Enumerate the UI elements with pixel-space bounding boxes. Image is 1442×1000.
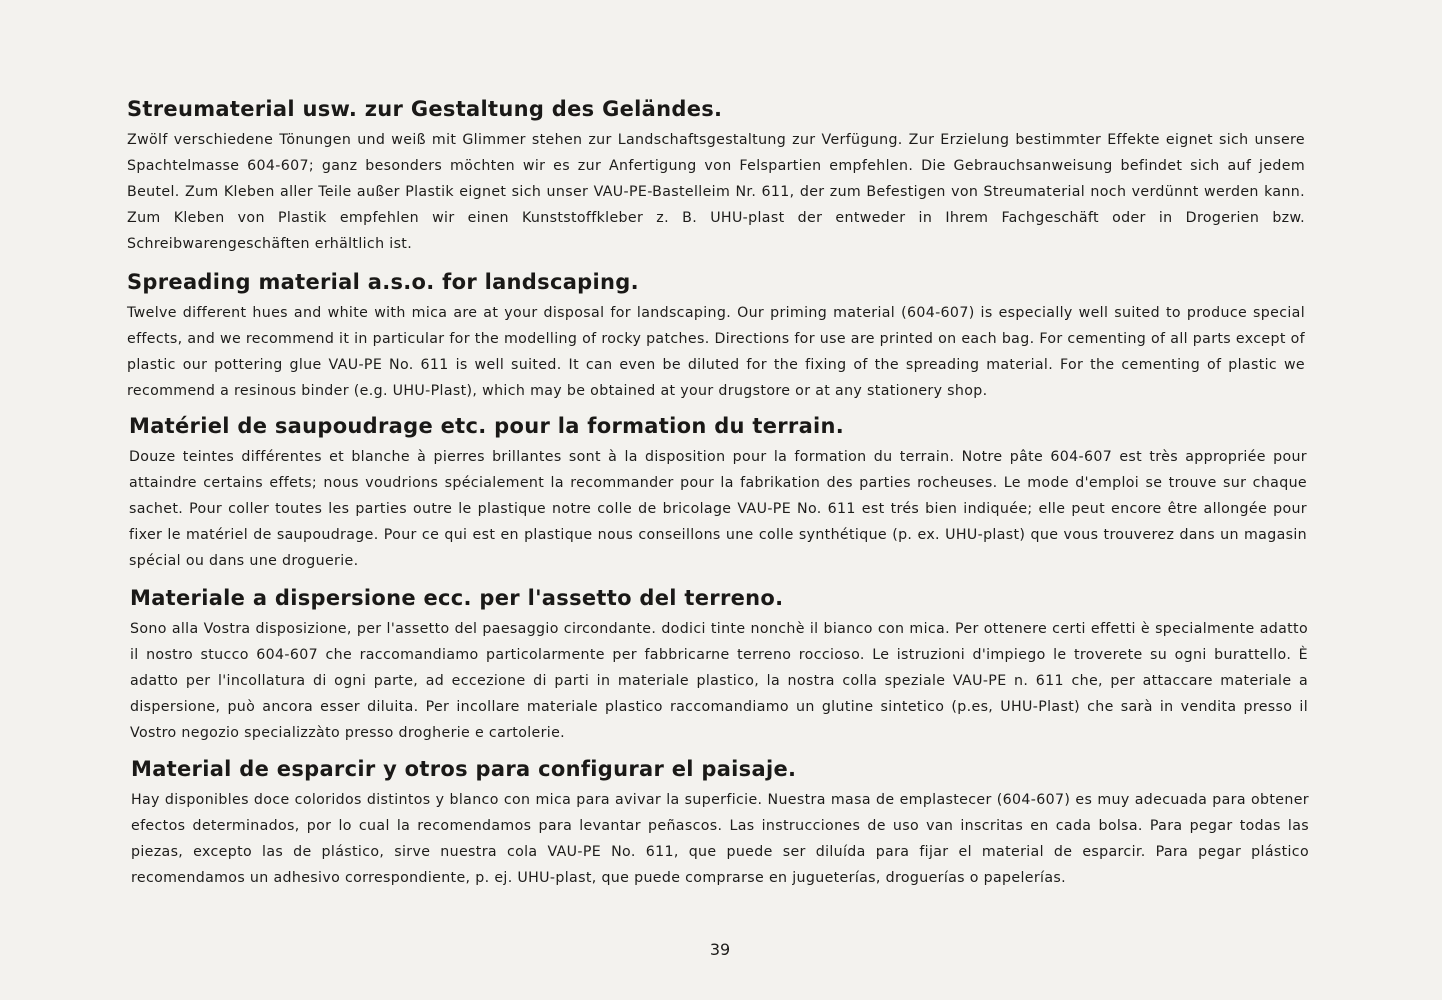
section-german [127,95,1305,257]
section-body-spanish: Hay disponibles doce coloridos distintos y blanco con mica para avivar la superficie. Nuestra masa de emplastecer (604-607) es muy adecuada para obtener efectos determinados, por lo cual la recomendamos para levantar peñascos. Las instrucciones de uso van inscritas en cada bolsa. Para pegar todas las piezas, excepto las de plástico, sirve nuestra cola VAU-PE No. 611, que puede ser diluída para fijar el material de esparcir. Para pegar plástico recomendamos un adhesivo correspondiente, p. ej. UHU-plast, que puede comprarse en jugueterías, droguerías o papelerías. [131,792,1309,886]
section-heading-german: Streumaterial usw. zur Gestaltung des Geländes. [127,97,723,121]
section-heading-spanish: Material de esparcir y otros para configurar el paisaje. [131,757,797,781]
section-body-french: Douze teintes différentes et blanche à pierres brillantes sont à la disposition pour la formation du terrain. Notre pâte 604-607 est très appropriée pour attaindre certains effets; nous voudrions spécialement la recommander pour la fabrikation des parties rocheuses. Le mode d'emploi se trouve sur chaque sachet. Pour coller toutes les parties outre le plastique notre colle de bricolage VAU-PE No. 611 est trés bien indiquée; elle peut encore être allongée pour fixer le matériel de saupoudrage. Pour ce qui est en plastique nous conseillons une colle synthétique (p. ex. UHU-plast) que vous trouverez dans un magasin spécial ou dans une droguerie. [129,449,1307,569]
section-body-german: Zwölf verschiedene Tönungen und weiß mit Glimmer stehen zur Landschaftsgestaltung zur Verfügung. Zur Erzielung bestimmter Effekte eignet sich unsere Spachtelmasse 604-607; ganz besonders möchten wir es zur Anfertigung von Felspartien empfehlen. Die Gebrauchsanweisung befindet sich auf jedem Beutel. Zum Kleben aller Teile außer Plastik eignet sich unser VAU-PE-Bastelleim Nr. 611, der zum Befestigen von Streumaterial noch verdünnt werden kann. Zum Kleben von Plastik empfehlen wir einen Kunststoffkleber z. B. UHU-plast der entweder in Ihrem Fachgeschäft oder in Drogerien bzw. Schreibwarengeschäften erhältlich ist. [127,132,1305,252]
section-spanish [131,755,1309,891]
section-heading-french: Matériel de saupoudrage etc. pour la formation du terrain. [129,414,845,438]
section-french [129,412,1307,574]
section-body-italian: Sono alla Vostra disposizione, per l'assetto del paesaggio circondante. dodici tinte nonchè il bianco con mica. Per ottenere certi effetti è specialmente adatto il nostro stucco 604-607 che raccomandiamo particolarmente per fabbricarne terreno roccioso. Le istruzioni d'impiego le troverete su ogni burattello. È adatto per l'incollatura di ogni parte, ad eccezione di parti in materiale plastico, la nostra colla speziale VAU-PE n. 611 che, per attaccare materiale a dispersione, può ancora esser diluita. Per incollare materiale plastico raccomandiamo un glutine sintetico (p.es, UHU-Plast) che sarà in vendita presso il Vostro negozio specializzàto presso drogherie e cartolerie. [130,621,1308,741]
section-english [127,268,1305,404]
section-heading-italian: Materiale a dispersione ecc. per l'assetto del terreno. [130,586,784,610]
section-body-english: Twelve different hues and white with mica are at your disposal for landscaping. Our priming material (604-607) is especially well suited to produce special effects, and we recommend it in particular for the modelling of rocky patches. Directions for use are printed on each bag. For cementing of all parts except of plastic our pottering glue VAU-PE No. 611 is well suited. It can even be diluted for the fixing of the spreading material. For the cementing of plastic we recommend a resinous binder (e.g. UHU-Plast), which may be obtained at your drugstore or at any stationery shop. [127,305,1305,399]
section-italian [130,584,1308,746]
section-heading-english: Spreading material a.s.o. for landscaping. [127,270,639,294]
page-number: 39 [709,940,731,959]
